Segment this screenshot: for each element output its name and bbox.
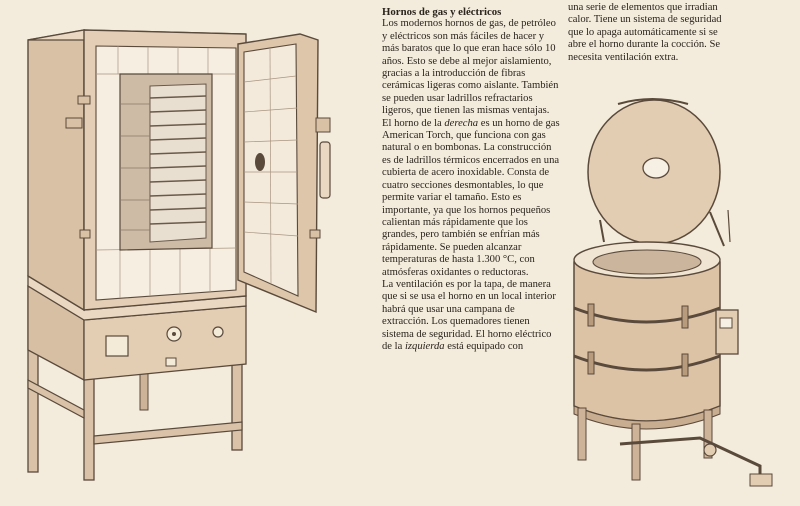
electric-kiln-illustration	[0, 0, 372, 506]
paragraph-1-part-1: Los modernos hornos de gas, de petróleo y eléctricos son más fáciles de hacer y más baratos que lo que eran hace sólo 10 años. Esto se debe al mejor aislamiento, gracias a la introducción de fibras cerámicas ligeras como aislante. También se pueden usar ladrillos refractarios ligeros, que tienen las mismas ventajas.	[382, 18, 559, 117]
text-column-right	[568, 2, 738, 64]
gas-kiln-illustration	[560, 90, 800, 506]
text-column-left	[382, 6, 560, 353]
paragraph-continuation: una serie de elementos que irradian calor. Tiene un sistema de seguridad que lo apaga automáticamente si se abre el horno durante la cocción. Se necesita ventilación extra.	[568, 2, 722, 63]
paragraph-1-part-2: El horno de la derecha es un horno de gas American Torch, que funciona con gas natural o en bombonas. La construcción es de ladrillos térmicos encerrados en una cubierta de acero inoxidable. Consta de cuatro secciones desmontables, lo que permite variar el tamaño. Esto es importante, ya que los hornos pequeños calientan más rápidamente que los grandes, pero también se enfrían más rápidamente. Se pueden alcanzar temperaturas de hasta 1.300 °C, con atmósferas oxidantes o reductoras.	[382, 117, 560, 278]
section-title: Hornos de gas y eléctricos	[382, 6, 502, 18]
paragraph-2: La ventilación es por la tapa, de manera que si se usa el horno en un local interior habrá que usar una campana de extracción. Los quemadores tienen sistema de seguridad. El horno eléctrico de la izquierda está equipado con	[382, 278, 556, 352]
